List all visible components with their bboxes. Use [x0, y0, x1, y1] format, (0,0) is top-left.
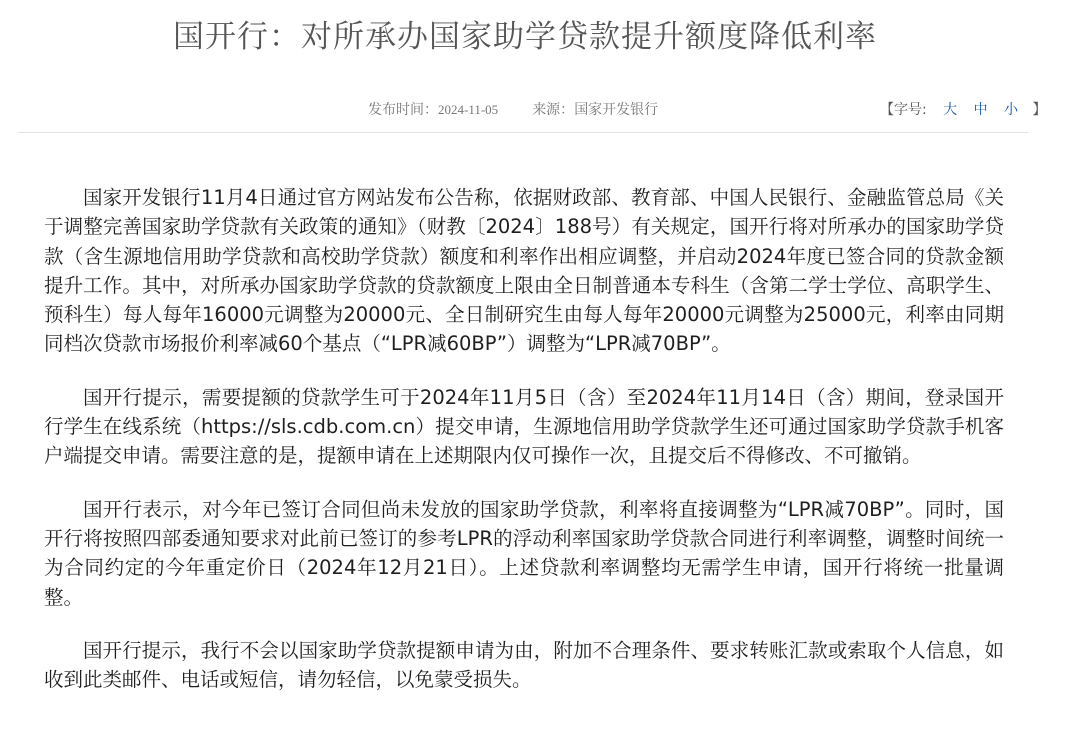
font-size-medium-link[interactable]: 中	[973, 102, 988, 118]
page-title: 国开行：对所承办国家助学贷款提升额度降低利率	[173, 19, 877, 55]
article-paragraph: 国开行提示，需要提额的贷款学生可于2024年11月5日（含）至2024年11月14日（含）期间，登录国开行学生在线系统（https://sls.cdb.com.cn）提交申请，生源地信用助学贷款学生还可通过国家助学贷款手机客户端提交申请。需要注意的是，提额申请在上述期限内仅可操作一次，且提交后不得修改、不可撤销。	[44, 385, 1004, 468]
source-name: 国家开发银行	[574, 102, 659, 118]
article-paragraph: 国开行提示，我行不会以国家助学贷款提额申请为由，附加不合理条件、要求转账汇款或索取个人信息，如收到此类邮件、电话或短信，请勿轻信，以免蒙受损失。	[44, 638, 1004, 692]
source-label: 来源：	[532, 102, 575, 118]
font-size-small-link[interactable]: 小	[1004, 102, 1019, 118]
font-size-large-link[interactable]: 大	[943, 102, 958, 118]
article-paragraph: 国家开发银行11月4日通过官方网站发布公告称，依据财政部、教育部、中国人民银行、金融监管总局《关于调整完善国家助学贷款有关政策的通知》（财教〔2024〕188号）有关规定，国开行将对所承办的国家助学贷款（含生源地信用助学贷款和高校助学贷款）额度和利率作出相应调整，并启动2024年度已签合同的贷款金额提升工作。其中，对所承办国家助学贷款的贷款额度上限由全日制普通本专科生（含第二学士学位、高职学生、预科生）每人每年16000元调整为20000元、全日制研究生由每人每年20000元调整为25000元，利率由同期同档次贷款市场报价利率减60个基点（“LPR减60BP”）调整为“LPR减70BP”。	[44, 186, 1004, 356]
font-size-label: 【字号:	[880, 102, 927, 118]
article-paragraph: 国开行表示，对今年已签订合同但尚未发放的国家助学贷款，利率将直接调整为“LPR减70BP”。同时，国开行将按照四部委通知要求对此前已签订的参考LPR的浮动利率国家助学贷款合同进行利率调整，调整时间统一为合同约定的今年重定价日（2024年12月21日）。上述贷款利率调整均无需学生申请，国开行将统一批量调整。	[44, 497, 1004, 609]
publish-date: 2024-11-05	[438, 102, 499, 117]
font-size-control	[880, 100, 1047, 120]
article-meta	[368, 100, 658, 120]
font-size-close-bracket: 】	[1032, 102, 1047, 118]
article-body	[44, 183, 1004, 718]
publish-date-label: 发布时间：	[368, 102, 438, 118]
header-divider	[18, 132, 1028, 133]
